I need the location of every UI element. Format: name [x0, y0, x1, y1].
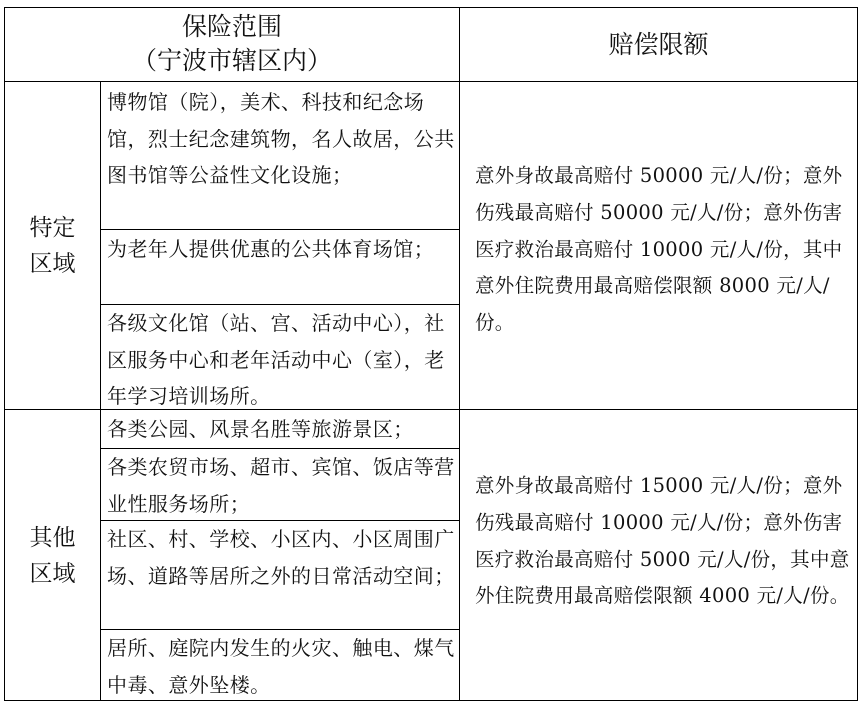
region-label-special	[5, 210, 100, 282]
compensation-header-cell	[460, 8, 857, 81]
header-divider	[5, 81, 857, 82]
region-column-divider	[100, 81, 101, 701]
scope-item: 各类公园、风景名胜等旅游景区；	[107, 417, 414, 441]
scope-item: 居所、庭院内发生的火灾、触电、煤气中毒、意外坠楼。	[107, 636, 455, 697]
compensation-text: 意外身故最高赔付 50000 元/人/份；意外伤残最高赔付 50000 元/人/份；意外伤害医疗救治最高赔付 10000 元/人/份，其中意外住院费用最高赔偿限额 8000 元/人/份。	[475, 164, 843, 335]
compensation-column-divider	[459, 8, 460, 701]
item-divider	[100, 229, 459, 230]
compensation-text: 意外身故最高赔付 15000 元/人/份；意外伤残最高赔付 10000 元/人/份；意外伤害医疗救治最高赔付 5000 元/人/份，其中意外住院费用最高赔偿限额 4000 元/人/份。	[475, 474, 850, 608]
region-label-line: 区域	[29, 251, 76, 277]
region-label-other	[5, 520, 100, 592]
region-label-line: 特定	[29, 215, 76, 241]
scope-header-cell	[5, 8, 459, 81]
insurance-coverage-table	[4, 7, 858, 701]
region-label-line: 区域	[29, 561, 76, 587]
scope-item: 各级文化馆（站、宫、活动中心），社区服务中心和老年活动中心（室），老年学习培训场所。	[107, 311, 445, 408]
scope-header-title: 保险范围	[181, 12, 282, 41]
scope-item: 各类农贸市场、超市、宾馆、饭店等营业性服务场所；	[107, 455, 455, 516]
region-label-line: 其他	[29, 525, 76, 551]
scope-item: 为老年人提供优惠的公共体育场馆；	[107, 237, 435, 261]
scope-header-subtitle: （宁波市辖区内）	[131, 46, 332, 75]
compensation-header-title: 赔偿限额	[608, 30, 709, 59]
scope-item: 社区、村、学校、小区内、小区周围广场、道路等居所之外的日常活动空间；	[107, 527, 455, 588]
scope-item: 博物馆（院），美术、科技和纪念场馆，烈士纪念建筑物，名人故居，公共图书馆等公益性文化设施；	[107, 90, 455, 187]
